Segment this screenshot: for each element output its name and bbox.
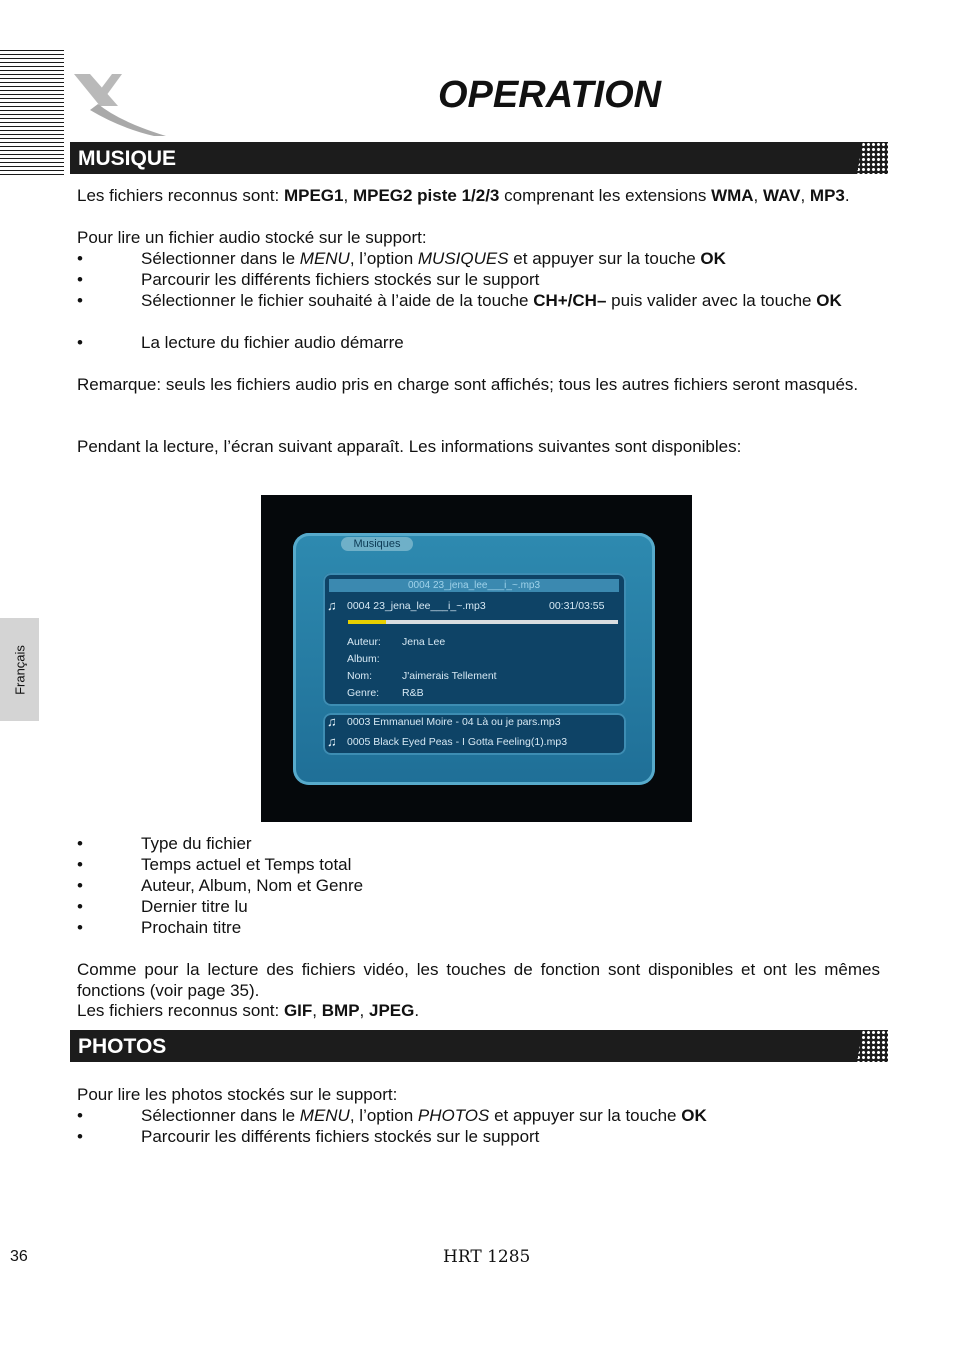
section-musique-title: MUSIQUE <box>78 147 177 170</box>
progress-fill <box>348 620 386 624</box>
bullet-text: Type du fichier <box>141 834 252 853</box>
brand-logo <box>70 70 170 138</box>
halftone-decoration <box>846 1030 888 1062</box>
bullet-icon: • <box>77 918 83 937</box>
bullet-icon: • <box>77 1127 83 1146</box>
bullet-text: Auteur, Album, Nom et Genre <box>141 876 364 895</box>
bullet-icon: • <box>77 855 83 874</box>
field-label: Album: <box>347 653 380 665</box>
musique-remark: Remarque: seuls les fichiers audio pris en charge sont affichés; tous les autres fichiers seront masqués. <box>77 375 859 394</box>
language-tab-label: Français <box>12 645 28 695</box>
section-photos-bar <box>70 1030 888 1062</box>
language-tab <box>0 618 39 721</box>
panel-label: Musiques <box>341 537 413 551</box>
bullet-text: Sélectionner le fichier souhaité à l’aide de la touche CH+/CH– puis valider avec la touche OK <box>141 291 842 310</box>
bullet-icon: • <box>77 876 83 895</box>
field-value: R&B <box>402 687 424 699</box>
field-value: J'aimerais Tellement <box>402 670 497 682</box>
bullet-text: Dernier titre lu <box>141 897 248 916</box>
bullet-icon: • <box>77 897 83 916</box>
current-file: 0004 23_jena_lee___i_~.mp3 <box>347 600 486 612</box>
musique-formats-paragraph: Les fichiers reconnus sont: MPEG1, MPEG2 piste 1/2/3 comprenant les extensions WMA, WAV, MP3. <box>77 186 850 205</box>
music-note-icon: ♫ <box>327 598 337 613</box>
bullet-icon: • <box>77 270 83 289</box>
photos-intro: Pour lire les photos stockés sur le support: <box>77 1085 398 1104</box>
now-playing-header: 0004 23_jena_lee___i_~.mp3 <box>329 579 619 592</box>
field-label: Genre: <box>347 687 380 699</box>
bullet-text: Sélectionner dans le MENU, l’option MUSIQUES et appuyer sur la touche OK <box>141 249 726 268</box>
section-musique-bar <box>70 142 888 174</box>
bullet-icon: • <box>77 249 83 268</box>
model-name: HRT 1285 <box>443 1247 531 1267</box>
musique-functions-paragraph: Comme pour la lecture des fichiers vidéo, les touches de fonction sont disponibles et ont les mêmes fonctions (voir page 35). <box>77 960 880 1000</box>
bullet-icon: • <box>77 1106 83 1125</box>
bullet-text: Sélectionner dans le MENU, l’option PHOTOS et appuyer sur la touche OK <box>141 1106 707 1125</box>
bullet-icon: • <box>77 291 83 310</box>
next-track: 0005 Black Eyed Peas - I Gotta Feeling(1).mp3 <box>347 736 568 748</box>
photo-formats-paragraph: Les fichiers reconnus sont: GIF, BMP, JPEG. <box>77 1001 420 1020</box>
bullet-text: Prochain titre <box>141 918 242 937</box>
bullet-icon: • <box>77 834 83 853</box>
header-stripes <box>0 50 64 178</box>
current-time: 00:31/03:55 <box>549 600 605 612</box>
music-note-icon: ♫ <box>327 734 337 749</box>
bullet-text: Parcourir les différents fichiers stockés sur le support <box>141 270 540 289</box>
progress-bar <box>348 620 618 624</box>
field-label: Auteur: <box>347 636 381 648</box>
music-note-icon: ♫ <box>327 714 337 729</box>
page-number: 36 <box>10 1248 28 1265</box>
field-value: Jena Lee <box>402 636 446 648</box>
page-title: OPERATION <box>438 74 662 116</box>
music-player-screenshot <box>261 495 692 822</box>
bullet-text: Parcourir les différents fichiers stockés sur le support <box>141 1127 540 1146</box>
musique-intro: Pour lire un fichier audio stocké sur le support: <box>77 228 427 247</box>
bullet-text: Temps actuel et Temps total <box>141 855 352 874</box>
bullet-icon: • <box>77 333 83 352</box>
field-label: Nom: <box>347 670 373 682</box>
previous-track: 0003 Emmanuel Moire - 04 Là ou je pars.mp3 <box>347 716 561 728</box>
bullet-text: La lecture du fichier audio démarre <box>141 333 404 352</box>
section-photos-title: PHOTOS <box>78 1035 167 1058</box>
musique-during: Pendant la lecture, l’écran suivant apparaît. Les informations suivantes sont disponibles: <box>77 437 742 456</box>
halftone-decoration <box>846 142 888 174</box>
